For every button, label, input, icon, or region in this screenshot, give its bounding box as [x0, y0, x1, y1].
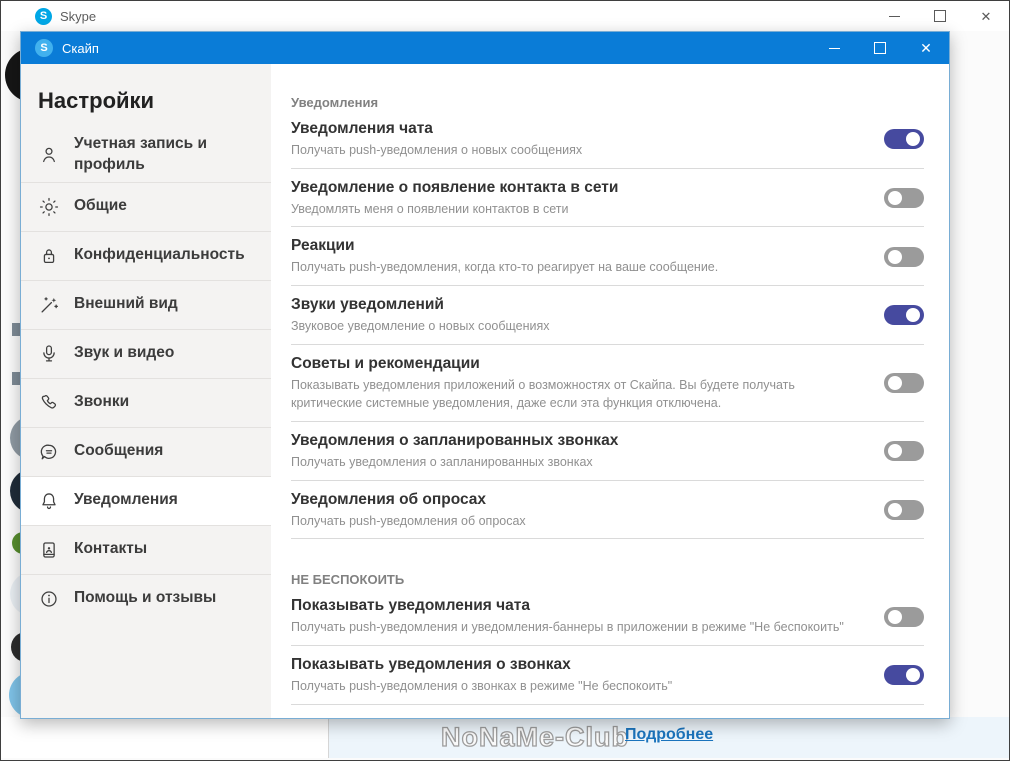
settings-sidebar: [21, 64, 271, 718]
minimize-button[interactable]: [871, 1, 917, 31]
sidebar-item-label: Помощь и отзывы: [74, 589, 217, 607]
sidebar-item-lock[interactable]: [21, 231, 271, 280]
sidebar-item-label: Контакты: [74, 540, 148, 558]
gear-icon: [38, 196, 60, 218]
dialog-close-button[interactable]: [903, 32, 949, 64]
phone-icon: [38, 392, 60, 414]
sidebar-item-phone[interactable]: [21, 378, 271, 427]
info-icon: [38, 588, 60, 610]
setting-row: [291, 481, 924, 540]
toggle-switch[interactable]: [884, 129, 924, 149]
toggle-switch[interactable]: [884, 247, 924, 267]
setting-row-text: [291, 178, 884, 219]
section-header-notifications: Уведомления: [291, 95, 379, 110]
setting-description: Уведомлять меня о появлении контактов в сети: [291, 201, 569, 216]
setting-description: Получать push-уведомления и уведомления-баннеры в приложении в режиме "Не беспокоить": [291, 620, 844, 635]
toggle-switch[interactable]: [884, 665, 924, 685]
chat-icon: [38, 441, 60, 463]
maximize-icon: [934, 10, 946, 22]
outer-titlebar: [1, 1, 1009, 31]
sidebar-item-bell[interactable]: [21, 476, 271, 525]
maximize-button[interactable]: [917, 1, 963, 31]
microphone-icon: [38, 343, 60, 365]
toggle-knob: [906, 308, 920, 322]
setting-title: Уведомления об опросах: [291, 490, 487, 508]
setting-row-text: [291, 596, 884, 637]
sidebar-item-contacts[interactable]: [21, 525, 271, 574]
setting-row: [291, 587, 924, 646]
dialog-maximize-button[interactable]: [857, 32, 903, 64]
sidebar-item-info[interactable]: [21, 574, 271, 623]
sidebar-item-label: Конфиденциальность: [74, 246, 245, 264]
toggle-knob: [888, 250, 902, 264]
sidebar-item-label: Внешний вид: [74, 295, 178, 313]
toggle-switch[interactable]: [884, 188, 924, 208]
setting-row-text: [291, 236, 884, 277]
toggle-knob: [906, 668, 920, 682]
lock-icon: [38, 245, 60, 267]
setting-row-text: [291, 431, 884, 472]
setting-row: [291, 422, 924, 481]
close-icon: ✕: [980, 8, 992, 24]
toggle-switch[interactable]: [884, 500, 924, 520]
contacts-icon: [38, 539, 60, 561]
setting-description: Звуковое уведомление о новых сообщениях: [291, 318, 550, 333]
sidebar-item-account[interactable]: [21, 128, 271, 182]
setting-row-text: [291, 655, 884, 696]
wand-icon: [38, 294, 60, 316]
setting-row-text: [291, 354, 884, 413]
toggle-knob: [888, 610, 902, 624]
toggle-knob: [888, 376, 902, 390]
setting-title: Советы и рекомендации: [291, 354, 480, 372]
setting-description: Показывать уведомления приложений о возможностях от Скайпа. Вы будете получать критические системные уведомления, даже если эта функция отключена.: [291, 377, 795, 411]
skype-logo-icon: S: [35, 39, 53, 57]
setting-description: Получать уведомления о запланированных звонках: [291, 455, 593, 470]
notification-rows: [291, 110, 924, 539]
window-title: Skype: [60, 8, 97, 24]
setting-row-text: [291, 295, 884, 336]
settings-content: [271, 64, 949, 718]
sidebar-item-chat[interactable]: [21, 427, 271, 476]
outer-window-controls: [871, 1, 1009, 31]
footer-strip: [1, 717, 1009, 758]
setting-title: Звуки уведомлений: [291, 296, 444, 314]
section-header-dnd: НЕ БЕСПОКОИТЬ: [291, 572, 405, 588]
setting-row: [291, 345, 924, 422]
setting-description: Получать push-уведомления, когда кто-то реагирует на ваше сообщение.: [291, 260, 719, 275]
toggle-switch[interactable]: [884, 305, 924, 325]
sidebar-heading: Настройки: [38, 88, 155, 113]
close-icon: ✕: [920, 40, 932, 56]
background-fragment: [12, 323, 20, 336]
toggle-switch[interactable]: [884, 373, 924, 393]
setting-row: [291, 110, 924, 169]
setting-row-text: [291, 490, 884, 531]
setting-description: Получать push-уведомления о новых сообщениях: [291, 142, 583, 157]
sidebar-item-label: Звук и видео: [74, 344, 175, 362]
minimize-icon: [829, 48, 840, 49]
minimize-icon: [889, 16, 900, 17]
sidebar-item-label: Звонки: [74, 393, 130, 411]
close-button[interactable]: [963, 1, 1009, 31]
details-link[interactable]: Подробнее: [625, 726, 714, 743]
background-fragment: [12, 372, 20, 385]
dialog-window-controls: [811, 32, 949, 64]
sidebar-item-label: Сообщения: [74, 442, 164, 460]
sidebar-nav: [21, 128, 271, 623]
toggle-switch[interactable]: [884, 607, 924, 627]
setting-title: Уведомления чата: [291, 120, 433, 137]
sidebar-item-microphone[interactable]: [21, 329, 271, 378]
toggle-switch[interactable]: [884, 441, 924, 461]
watermark: NoNaMe-Club: [441, 722, 629, 752]
account-icon: [38, 144, 60, 166]
sidebar-item-label: Общие: [74, 197, 127, 215]
setting-row: [291, 227, 924, 286]
setting-description: Получать push-уведомления об опросах: [291, 513, 526, 528]
dialog-title: Скайп: [62, 40, 99, 56]
setting-row: [291, 169, 924, 228]
bell-icon: [38, 490, 60, 512]
sidebar-item-wand[interactable]: [21, 280, 271, 329]
setting-title: Уведомление о появление контакта в сети: [291, 178, 619, 196]
dialog-minimize-button[interactable]: [811, 32, 857, 64]
settings-dialog: [20, 31, 950, 719]
sidebar-item-label: Учетная запись и профиль: [74, 135, 207, 173]
setting-title: Реакции: [291, 237, 355, 255]
setting-title: Показывать уведомления чата: [291, 597, 530, 615]
maximize-icon: [874, 42, 886, 54]
toggle-knob: [888, 191, 902, 205]
sidebar-item-gear[interactable]: [21, 182, 271, 231]
skype-logo-icon: S: [35, 8, 52, 25]
dialog-titlebar: [21, 32, 949, 64]
toggle-knob: [888, 503, 902, 517]
setting-title: Уведомления о запланированных звонках: [291, 432, 619, 450]
setting-row-text: [291, 119, 884, 160]
toggle-knob: [906, 132, 920, 146]
toggle-knob: [888, 444, 902, 458]
setting-description: Получать push-уведомления о звонках в режиме "Не беспокоить": [291, 679, 673, 694]
setting-row: [291, 646, 924, 705]
section-header-email: [291, 705, 924, 718]
sidebar-item-label: Уведомления: [74, 491, 178, 509]
setting-row: [291, 286, 924, 345]
setting-title: Показывать уведомления о звонках: [291, 656, 571, 674]
dnd-rows: [291, 587, 924, 704]
